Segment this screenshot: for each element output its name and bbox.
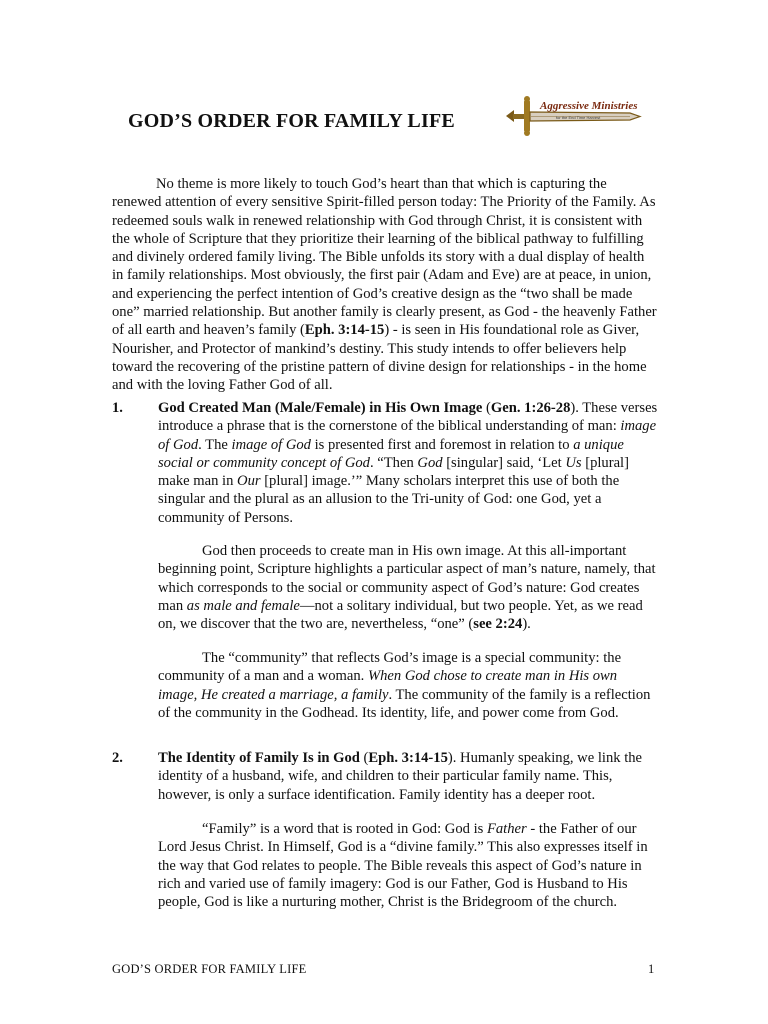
logo-text: Aggressive Ministries	[540, 100, 638, 112]
page-title: GOD’S ORDER FOR FAMILY LIFE	[128, 110, 455, 132]
section-1-paragraph-2: God then proceeds to create man in His own image. At this all-important beginning point, Scripture highlights a particular aspect of man’s nature, namely, that which corresponds to the social or community aspect of God’s nature: God creates man as male and female—not a solitary individual, but two people. Yet, as we read on, we discover that the two are, nevertheless, “one” (see 2:24).	[158, 543, 656, 633]
section-1-paragraph-3: The “community” that reflects God’s image is a special community: the community of a man and a woman. When God chose to create man in His own image, He created a marriage, a family. The community of the family is a reflection of the community in the Godhead. Its identity, life, and power come from God.	[158, 650, 651, 721]
section-1-paragraph-1: God Created Man (Male/Female) in His Own Image (Gen. 1:26-28). These verses introduce a phrase that is the cornerstone of the biblical understanding of man: image of God. The image of God is presented first and foremost in relation to a unique social or community concept of God. “Then God [singular] said, ‘Let Us [plural] make man in Our [plural] image.’” Many scholars interpret this use of both the singular and the plural as an allusion to the Tri-unity of God: one God, yet a community of Persons.	[158, 400, 658, 526]
intro-paragraph: No theme is more likely to touch God’s heart than that which is capturing the renewed attention of every sensitive Spirit-filled person today: The Priority of the Family. As redeemed souls walk in renewed relationship with God through Christ, it is consistent with the whole of Scripture that they prioritize their learning of the biblical pathway to fulfilling and divinely ordered family living. The Bible unfolds its story with a dual display of health in family relationships. Most obviously, the first pair (Adam and Eve) are at peace, in union, and experiencing the perfect intention of God’s creative design as the “two shall be made one” married relationship. But another family is clearly present, as God - the heavenly Father of all earth and heaven’s family (Eph. 3:14-15) - is seen in His foundational role as Giver, Nourisher, and Protector of mankind’s destiny. This study intends to offer believers help toward the recovering of the pristine pattern of divine design for relationships - in the home and with the loving Father God of all.	[112, 176, 657, 394]
footer-title: GOD’S ORDER FOR FAMILY LIFE	[112, 962, 307, 976]
section-number: 2.	[112, 750, 123, 766]
section-2-paragraph-2: “Family” is a word that is rooted in God: God is Father - the Father of our Lord Jesus Christ. In Himself, God is a “divine family.” This also expresses itself in the way that God relates to people. The Bible reveals this aspect of God’s nature in rich and varied use of family imagery: God is our Father, God is Husband to His people, God is like a nurturing mother, Christ is the Bridegroom of the church.	[158, 821, 648, 911]
section-2-paragraph-1: The Identity of Family Is in God (Eph. 3:14-15). Humanly speaking, we link the identity of a husband, wife, and children to their particular family name. This, however, is only a surface identification. Family identity has a deeper root.	[158, 750, 643, 803]
page-number: 1	[648, 962, 655, 976]
section-number: 1.	[112, 400, 123, 416]
logo-tagline: for the End Time Harvest	[556, 115, 601, 120]
sword-logo	[502, 86, 642, 146]
